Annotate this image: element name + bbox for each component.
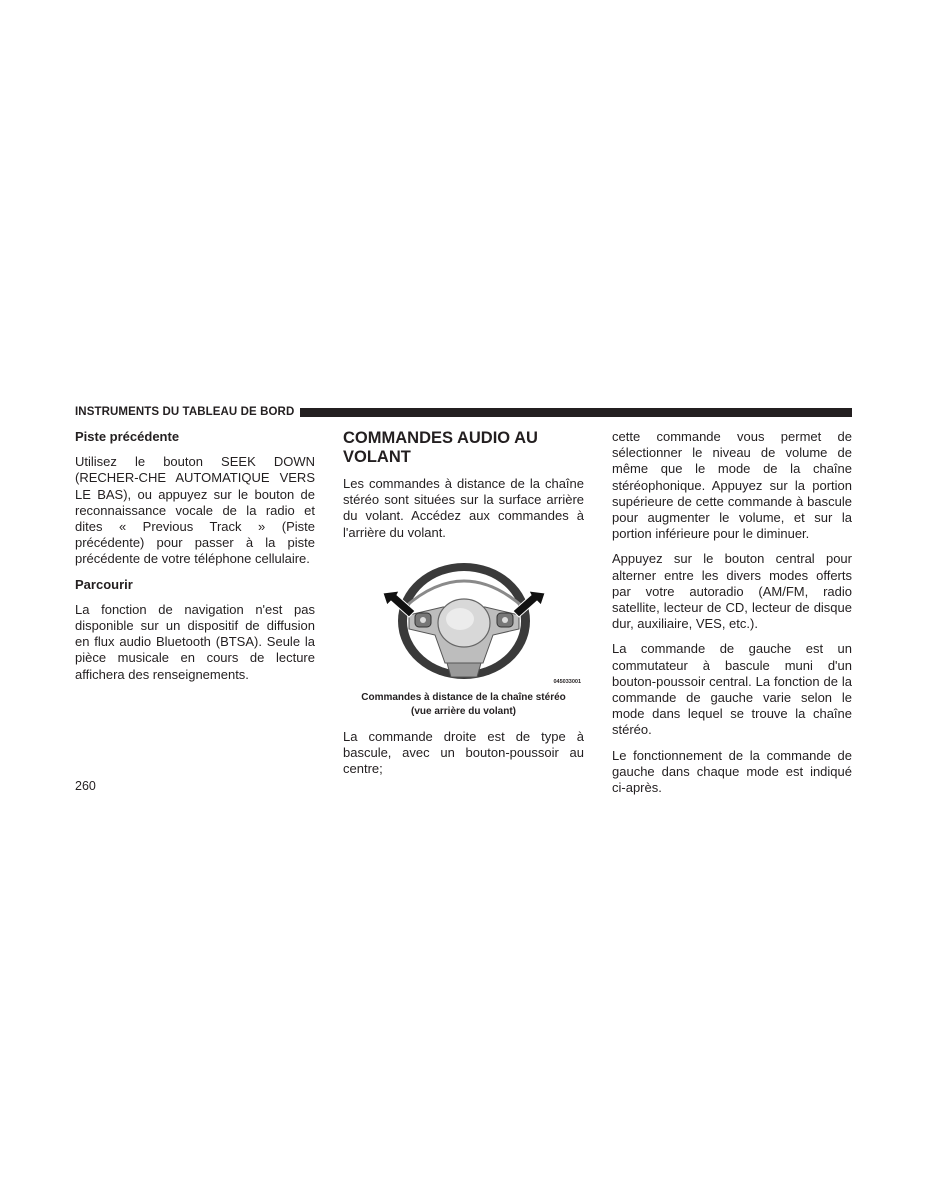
page-title: COMMANDES AUDIO AU VOLANT [343, 429, 538, 466]
steering-wheel-illustration [343, 555, 584, 685]
paragraph-commande-gauche: La commande de gauche est un commutateur à bascule muni d'un bouton-poussoir central. La fonction de la commande de gauche varie selon le mode dans lequel se trouve la chaîne stéréo. [612, 641, 852, 738]
section-title: INSTRUMENTS DU TABLEAU DE BORD [75, 406, 295, 418]
caption-line-2: (vue arrière du volant) [410, 705, 517, 717]
running-header [75, 404, 852, 420]
column-left [75, 429, 315, 692]
paragraph-commande-droite: La commande droite est de type à bascule, avec un bouton-poussoir au centre; [343, 728, 584, 777]
column-right [612, 429, 852, 805]
paragraph-piste-precedente: Utilisez le bouton SEEK DOWN (RECHER-CHE AUTOMATIQUE VERS LE BAS), ou appuyez sur le bouton de reconnaissance vocale de la radio et dites « Previous Track » (Piste précédente) pour passer à la piste précédente de votre téléphone cellulaire. [75, 454, 315, 567]
paragraph-parcourir: La fonction de navigation n'est pas disponible sur un dispositif de diffusion en flux audio Bluetooth (BTSA). Seule la pièce musicale en cours de lecture affichera des renseignements. [75, 601, 315, 682]
steering-wheel-figure [343, 555, 584, 685]
column-middle [343, 429, 584, 786]
page-number: 260 [75, 779, 96, 793]
heading-parcourir: Parcourir [75, 576, 133, 592]
paragraph-intro: Les commandes à distance de la chaîne stéréo sont situées sur la surface arrière du volant. Accédez aux commandes à l'arrière du volant. [343, 476, 584, 540]
header-rule [300, 408, 852, 417]
figure-caption [343, 691, 584, 719]
caption-line-1: Commandes à distance de la chaîne stéréo [361, 691, 566, 703]
figure-code: 045033001 [553, 678, 581, 685]
paragraph-volume: cette commande vous permet de sélectionner le niveau de volume de même que le mode de la chaîne stéréophonique. Appuyez sur la portion supérieure de cette commande à bascule pour augmenter le volume, et sur la portion inférieure pour le diminuer. [612, 429, 852, 542]
heading-piste-precedente: Piste précédente [75, 429, 180, 444]
paragraph-fonctionnement: Le fonctionnement de la commande de gauche dans chaque mode est indiqué ci-après. [612, 747, 852, 796]
paragraph-modes: Appuyez sur le bouton central pour alterner entre les divers modes offerts par votre autoradio (AM/FM, radio satellite, lecteur de CD, lecteur de disque dur, auxiliaire, VES, etc.). [612, 551, 852, 632]
